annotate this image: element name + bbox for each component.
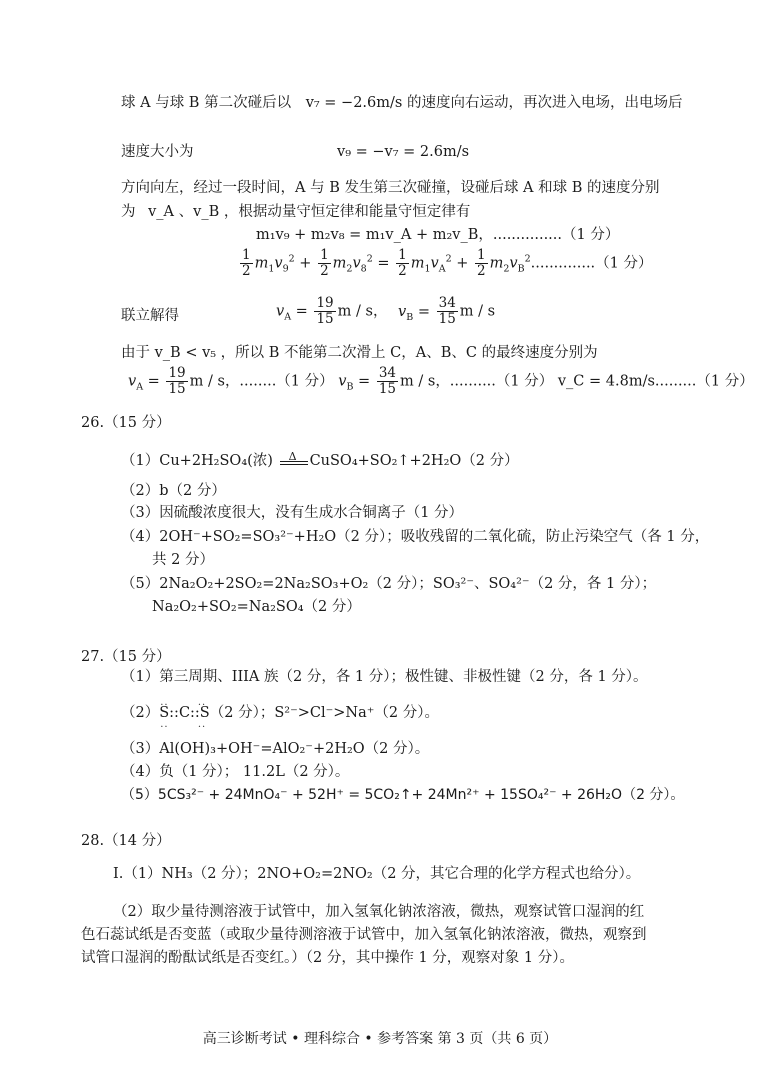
unit: m / s — [400, 373, 436, 390]
q28-answer-1: I.（1）NH₃（2 分）；2NO+O₂=2NO₂（2 分，其它合理的化学方程式也给分）。 — [113, 866, 641, 882]
fraction-half: $\frac{1}{2}$ — [477, 247, 486, 279]
fraction-vA-final: $\frac{19}{15}$ — [168, 365, 186, 397]
text: Cu+2H₂SO₄(浓) — [159, 453, 273, 469]
lewis-structure-cs2: .. .. S::C::S .. .. — [159, 697, 210, 730]
equation-v7: v₇ = −2.6m/s — [305, 95, 403, 111]
text: 球 A 与球 B 第二次碰后以 — [121, 95, 292, 111]
unit: m / s — [337, 303, 373, 320]
fraction-half: $\frac{1}{2}$ — [320, 247, 329, 279]
score: ..............（1 分） — [530, 255, 653, 272]
page-footer: 高三诊断考试 • 理科综合 • 参考答案 第 3 页（共 6 页） — [202, 1031, 558, 1047]
q26-title: 26.（15 分） — [81, 415, 171, 431]
solve-label: 联立解得 — [121, 308, 179, 324]
q27-title: 27.（15 分） — [81, 649, 171, 665]
fraction-vA: $\frac{19}{15}$ — [316, 295, 334, 327]
q26-answer-3: （3）因硫酸浓度很大，没有生成水合铜离子（1 分） — [121, 505, 464, 521]
score: .........（1 分） — [654, 373, 754, 390]
text: 的速度向右运动，再次进入电场，出电场后 — [406, 95, 683, 111]
because-line: 由于 v_B < v₅ ，所以 B 不能第二次滑上 C，A、B、C 的最终速度分别为 — [121, 345, 598, 361]
score: ，........（1 分） — [224, 373, 334, 390]
fraction-half: $\frac{1}{2}$ — [242, 247, 251, 279]
energy-equation: $\frac{1}{2}$ $m_1v_9^2$ + $\frac{1}{2}$ $m_2v_8^2$ = $\frac{1}{2}$ $m_1v_A^2$ + $\frac{1}{2}$ $m_2v_B^2..............(1$ 分） — [242, 247, 653, 279]
label: （2） — [121, 705, 160, 721]
q26-answer-5b: Na₂O₂+SO₂=Na₂SO₄（2 分） — [152, 599, 361, 615]
q26-answer-4: （4）2OH⁻+SO₂=SO₃²⁻+H₂O（2 分）；吸收残留的二氧化硫，防止污染空气（各 1 分， — [121, 529, 710, 545]
text: ，根据动量守恒定律和能量守恒定律有 — [223, 204, 471, 220]
heat-arrow — [280, 450, 308, 465]
q27-answer-5: （5）5CS₃²⁻ + 24MnO₄⁻ + 52H⁺ = 5CO₂↑+ 24Mn²⁺ + 15SO₄²⁻ + 26H₂O（2 分）。 — [121, 787, 685, 803]
q26-answer-5: （5）2Na₂O₂+2SO₂=2Na₂SO₃+O₂（2 分）；SO₃²⁻、SO₄²⁻（2 分，各 1 分）； — [121, 576, 657, 592]
equation-vC: v_C = 4.8m/s — [557, 373, 655, 390]
final-velocities: $v_A$ = $\frac{19}{15}$ m / s，........（1 分） $v_B$ = $\frac{34}{15}$ m / s，..........（1 分） v_C = 4.8m/s.........（1 分） — [128, 365, 754, 397]
unit: m / s — [189, 373, 225, 390]
fraction-vB-final: $\frac{34}{15}$ — [378, 365, 397, 397]
q27-answer-2 — [121, 697, 439, 730]
fraction-vB: $\frac{34}{15}$ — [438, 295, 456, 327]
momentum-equation — [256, 225, 619, 245]
q27-answer-4: （4）负（1 分）； 11.2L（2 分）。 — [121, 764, 350, 780]
solution-vA-vB: $v_A$ = $\frac{19}{15}$ m / s， $v_B$ = $\frac{34}{15}$ m / s — [276, 295, 496, 327]
equation: m₁v₉ + m₂v₈ = m₁v_A + m₂v_B — [256, 227, 479, 243]
physics-line-1 — [121, 93, 682, 113]
heat-symbol: Δ — [288, 450, 297, 463]
q28-answer-2-line3: 试管口湿润的酚酞试纸是否变红。）（2 分，其中操作 1 分，观察对象 1 分）。 — [81, 950, 574, 966]
q27-answer-1: （1）第三周期、IIIA 族（2 分，各 1 分）；极性键、非极性键（2 分，各 1 分）。 — [121, 669, 648, 685]
score: ，..........（1 分） — [435, 373, 554, 390]
q26-answer-1 — [121, 451, 519, 471]
lewis-formula: S::C::S — [159, 705, 210, 721]
text: （2 分）；S²⁻>Cl⁻>Na⁺（2 分）。 — [209, 705, 439, 721]
label: （1） — [121, 453, 160, 469]
text: CuSO₄+SO₂↑+2H₂O（2 分） — [309, 453, 519, 469]
score: ，...............（1 分） — [478, 227, 620, 243]
q26-answer-2: （2）b（2 分） — [121, 483, 226, 499]
q28-title: 28.（14 分） — [81, 833, 171, 849]
q28-answer-2-line2: 色石蕊试纸是否变蓝（或取少量待测溶液于试管中，加入氢氧化钠浓溶液，微热，观察到 — [81, 927, 647, 943]
unit: m / s — [459, 303, 496, 320]
physics-line-4 — [121, 202, 470, 222]
q28-answer-2-line1: （2）取少量待测溶液于试管中，加入氢氧化钠浓溶液，微热，观察试管口湿润的红 — [113, 904, 645, 920]
fraction-half: $\frac{1}{2}$ — [398, 247, 407, 279]
q26-answer-4b: 共 2 分） — [152, 552, 214, 568]
text: 为 — [121, 204, 136, 220]
physics-line-3: 方向向左，经过一段时间，A 与 B 发生第三次碰撞，设碰后球 A 和球 B 的速度分别 — [121, 180, 660, 196]
equation-v9: v₉ = −v₇ = 2.6m/s — [337, 144, 470, 160]
velocity-vars: v_A 、v_B — [148, 204, 220, 220]
q27-answer-3: （3）Al(OH)₃+OH⁻=AlO₂⁻+2H₂O（2 分）。 — [121, 741, 430, 757]
physics-line-2-label: 速度大小为 — [121, 144, 194, 160]
